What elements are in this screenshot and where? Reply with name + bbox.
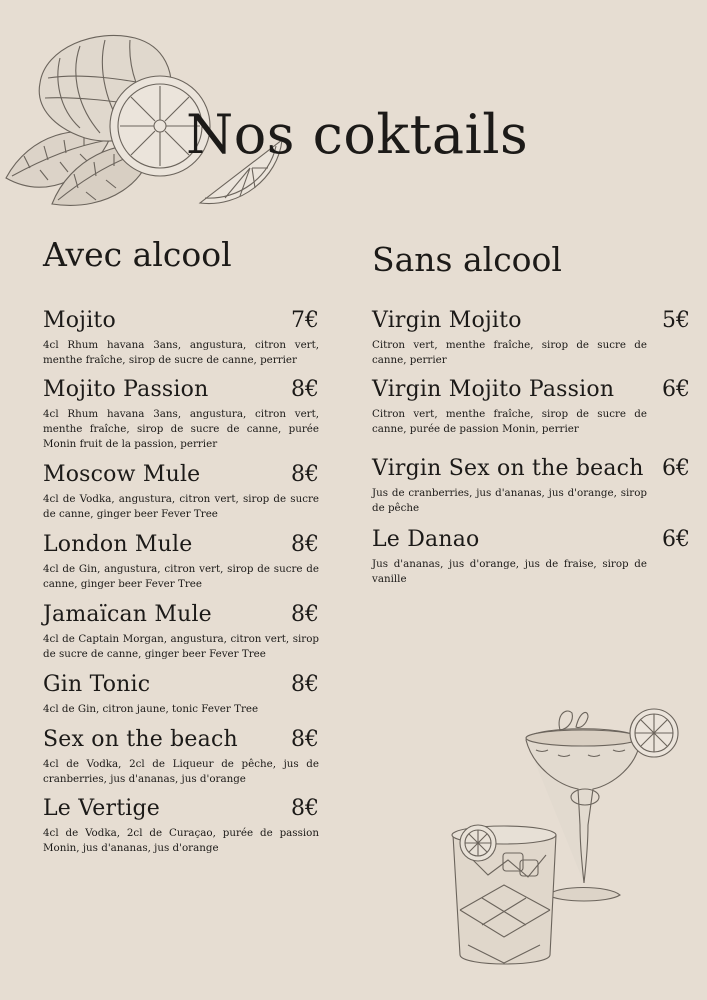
item-name: Virgin Sex on the beach bbox=[372, 456, 644, 481]
item-price: 8€ bbox=[291, 377, 319, 402]
item-description: Jus d'ananas, jus d'orange, jus de fraise, sirop de vanille bbox=[372, 558, 647, 585]
item-price: 6€ bbox=[662, 527, 690, 552]
item-description: Jus de cranberries, jus d'ananas, jus d'orange, sirop de pêche bbox=[372, 487, 647, 514]
menu-item bbox=[372, 455, 690, 516]
section-title-sans-alcool: Sans alcool bbox=[372, 240, 562, 279]
item-price: 8€ bbox=[291, 796, 319, 821]
item-name: Jamaïcan Mule bbox=[43, 602, 212, 627]
item-name: Mojito bbox=[43, 308, 116, 333]
item-description: Citron vert, menthe fraîche, sirop de sucre de canne, perrier bbox=[372, 339, 647, 366]
item-description: Citron vert, menthe fraîche, sirop de sucre de canne, purée de passion Monin, perrier bbox=[372, 408, 647, 435]
item-name: Virgin Mojito bbox=[372, 308, 522, 333]
section-title-avec-alcool: Avec alcool bbox=[43, 235, 232, 274]
item-price: 8€ bbox=[291, 532, 319, 557]
item-price: 8€ bbox=[291, 462, 319, 487]
item-name: Mojito Passion bbox=[43, 377, 209, 402]
item-price: 6€ bbox=[662, 377, 690, 402]
item-price: 5€ bbox=[662, 308, 690, 333]
menu-item bbox=[43, 376, 319, 452]
menu-item bbox=[372, 307, 690, 368]
item-name: Gin Tonic bbox=[43, 672, 151, 697]
item-price: 6€ bbox=[662, 456, 690, 481]
item-description: 4cl de Vodka, 2cl de Curaçao, purée de passion Monin, jus d'ananas, jus d'orange bbox=[43, 827, 319, 854]
menu-item bbox=[43, 726, 319, 787]
item-price: 8€ bbox=[291, 727, 319, 752]
cocktail-glasses-illustration bbox=[448, 705, 688, 975]
item-description: 4cl Rhum havana 3ans, angustura, citron vert, menthe fraîche, sirop de sucre de canne, purée Monin fruit de la passion, perrier bbox=[43, 408, 319, 450]
item-name: Le Danao bbox=[372, 527, 480, 552]
item-name: Virgin Mojito Passion bbox=[372, 377, 615, 402]
item-description: 4cl de Gin, angustura, citron vert, sirop de sucre de canne, ginger beer Fever Tree bbox=[43, 563, 319, 590]
item-price: 8€ bbox=[291, 672, 319, 697]
menu-item bbox=[372, 376, 690, 437]
item-description: 4cl de Vodka, 2cl de Liqueur de pêche, jus de cranberries, jus d'ananas, jus d'orange bbox=[43, 758, 319, 785]
menu-item bbox=[43, 795, 319, 856]
item-name: Le Vertige bbox=[43, 796, 161, 821]
item-description: 4cl de Captain Morgan, angustura, citron vert, sirop de sucre de canne, ginger beer Fever Tree bbox=[43, 633, 319, 660]
item-name: Sex on the beach bbox=[43, 727, 238, 752]
page-title: Nos coktails bbox=[186, 103, 529, 167]
item-description: 4cl de Vodka, angustura, citron vert, sirop de sucre de canne, ginger beer Fever Tree bbox=[43, 493, 319, 520]
item-name: Moscow Mule bbox=[43, 462, 201, 487]
item-description: 4cl Rhum havana 3ans, angustura, citron vert, menthe fraîche, sirop de sucre de canne, perrier bbox=[43, 339, 319, 366]
item-price: 8€ bbox=[291, 602, 319, 627]
menu-item bbox=[43, 601, 319, 662]
item-description: 4cl de Gin, citron jaune, tonic Fever Tree bbox=[43, 703, 259, 715]
item-name: London Mule bbox=[43, 532, 193, 557]
menu-item bbox=[43, 461, 319, 522]
menu-item bbox=[43, 671, 319, 717]
item-price: 7€ bbox=[291, 308, 319, 333]
menu-item bbox=[43, 307, 319, 368]
menu-item bbox=[372, 526, 690, 587]
menu-item bbox=[43, 531, 319, 592]
